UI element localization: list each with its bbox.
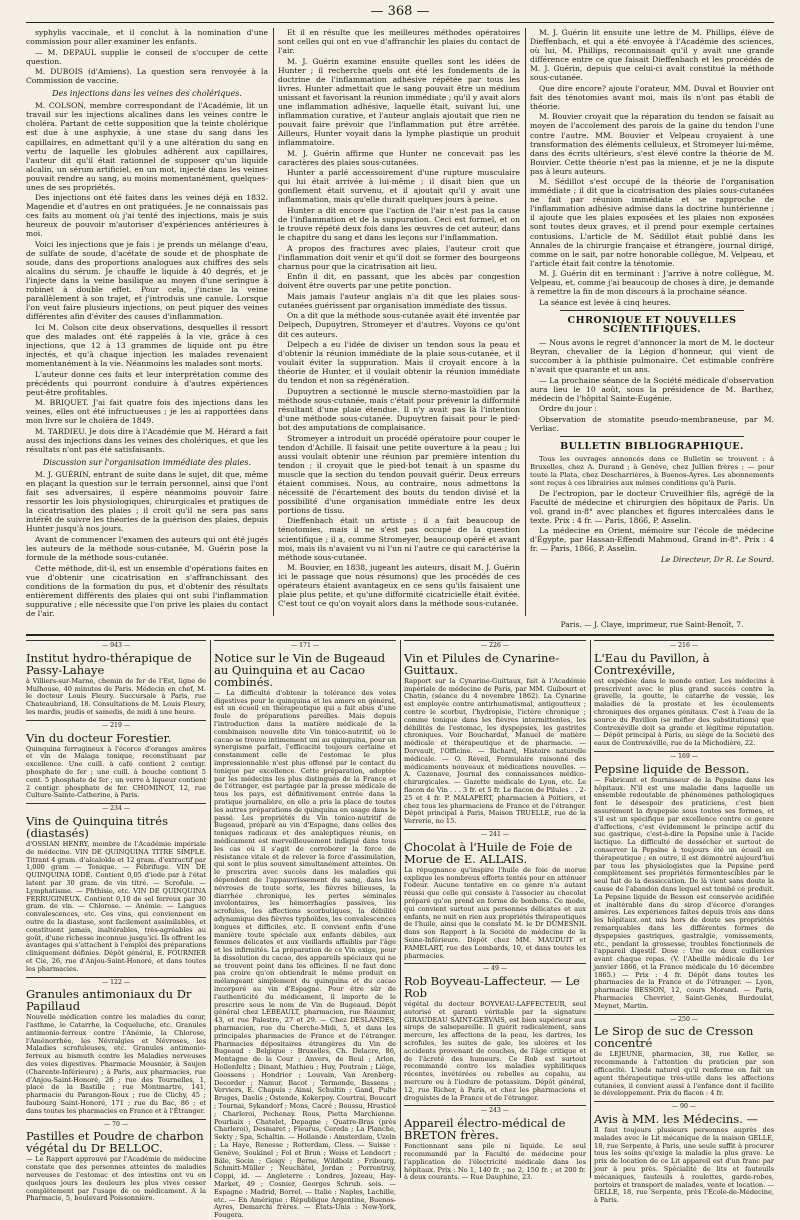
advert-column-4 bbox=[594, 640, 774, 1205]
article-paragraph: M. J. Guérin affirme que Hunter ne concevait pas les caractères des plaies sous-cutanées. bbox=[278, 148, 520, 167]
column-divider bbox=[525, 28, 526, 616]
article-paragraph: M. BRIQUET. J'ai fait quatre fois des injections dans les veines, elles ont été infructueuses ; je les ai rapportées dans mon livre sur le choléra de 1849. bbox=[26, 398, 268, 426]
advert-number: — 122 — bbox=[26, 977, 206, 987]
article-paragraph: M. COLSON, membre correspondant de l'Académie, lit un travail sur les injections alcalines dans les veines contre le choléra. Partant de cette supposition que la teinte cholérique est due à une asphyxie, à une stase du sang dans les capillaires, en admettant qu'il y a une altération du sang en vertu de laquelle les globules adhèrent aux capillaires, l'auteur dit qu'il était rationnel de supposer qu'un liquide alcalin, un sérum artificiel, en un mot, injecté dans les veines pouvait rendre au sang, au moins momentanément, quelques-unes de ses propriétés. bbox=[26, 101, 268, 192]
advert-title: Avis à MM. les Médecins. — bbox=[594, 1112, 758, 1127]
article-paragraph: Stromeyer a introduit un procédé opératoire pour couper le tendon d'Achille. Il faisait une petite ouverture à la peau ; lui aussi voulait obtenir une réunion par première intention du tendon ; il croyait que le pied-bot tenait à un spasme du muscle que la section du tendon pouvait guérir. Deux erreurs étaient commises. Nous, au contraire, nous admettons la nécessité de l'écartement des bouts du tendon divisé et la possibilité d'une organisation immédiate entre les deux portions de tissu. bbox=[278, 433, 520, 515]
advert-body: de LEJEUNE, pharmacien, 38, rue Keller, se recommande à l'attention du praticien par son efficacité. L'iode naturel qu'il renferme en fait un agent thérapeutique très-utile dans les affections cutanées, il convient aussi à l'enfance dont il facilite le développement. Prix du flacon : 4 fr. bbox=[594, 1050, 774, 1098]
column-divider bbox=[273, 28, 274, 616]
editor-signature: Le Directeur, Dr R. Le Sourd. bbox=[660, 554, 774, 564]
ornament-rule bbox=[560, 310, 744, 311]
advert-number: — 241 — bbox=[404, 829, 586, 839]
advert-title: Pepsine liquide de Besson. bbox=[594, 761, 750, 776]
article-paragraph: Ordre du jour : bbox=[539, 404, 597, 414]
page-number: — 368 — bbox=[370, 4, 430, 19]
advert-section-rule bbox=[26, 634, 774, 636]
advert-body: — Fabricant et fournisseur de la Pepsine dans les hôpitaux. N'il est une maladie dans laquelle un ensemble redoutable de phénomènes pathologiques font le désespoir des praticiens, c'est bien assurément la dyspepsie sous toutes ses formes, et s'il est un spécifique par excellence contre ce genre d'affections, c'est évidemment le principe actif du suc gastrique, c'est-à-dire la Pepsine unie à l'acide lactique. La difficulté de dessécher et surtout de conserver la Pepsine à toujours été un écueil en thérapeutique ; en outre, il est démontré aujourd'hui par tous les physiologistes que la Pepsine perd complètement ses propriétés fermentescibles par le seul fait de la dessiccation. De là vient sans doute la cause de l'abandon dans lequel est tombé ce produit. La Pepsine liquide de Besson est conservée acidifiée et inaltérable dans du sirop d'écorce d'oranges amères. Les expériences faites depuis trois ans dans les hôpitaux ont mis hors de doute ses propriétés remarquables dans les différentes formes de dyspepsies gastriques, gastralgie, vomissements, etc., pendant la grossesse, troubles fonctionnels de l'appareil digestif. Dose : Une ou deux cuillerées avant chaque repas. (V. l'Abeille médicale du 1er janvier 1866, et la France médicale du 16 décembre 1865.) — Prix : 4 fr. Dépôt dans toutes les pharmacies de la France et de l'étranger. — Lyon, pharmacie BESSON, 12, cours Morand. — Paris, Pharmacies Chevrier, Saint-Genès, Burdoulat, Meynet, Martin. bbox=[594, 775, 774, 1010]
article-paragraph: Ici M. Colson cite deux observations, desquelles il ressort que des malades ont été rappelés à la vie, grâce à ces injections, que 12 à 13 grammes de liquide ont pu être injectés, et qu'à chaque injection les malades revenaient momentanément à la vie. Néanmoins les malades sont morts. bbox=[26, 322, 268, 369]
article-paragraph: La médecine en Orient, mémoire sur l'école de médecine d'Égypte, par Hassan-Effendi Mahmoud, Grand in-8°. Prix : 4 fr. — Paris, 1866, P. Asselin. bbox=[530, 526, 774, 554]
advert-number: — 226 — bbox=[404, 640, 586, 650]
advert-number: — 219 — bbox=[26, 720, 206, 730]
article-paragraph: M. J. GUÉRIN, entrant de suite dans le sujet, dit que, même en plaçant la question sur le terrain personnel, ainsi que l'ont fait ses adversaires, il espère néanmoins pouvoir faire ressortir les lois physiologiques, chirurgicales et pratiques de la cicatrisation des plaies ; il croit qu'il ne sera pas sans intérêt de suivre les théories de la guérison des plaies, depuis Hunter jusqu'à nos jours. bbox=[26, 470, 268, 534]
article-paragraph: — Nous avons le regret d'annoncer la mort de M. le docteur Beyran, chevalier de la Légion d'honneur, qui vient de succomber à la phthisie pulmonaire. Cet estimable confrère n'avait que quarante et un ans. bbox=[530, 338, 774, 375]
advert-column-3 bbox=[404, 640, 586, 1182]
article-paragraph: M. Bouvier, en 1838, jugeant les auteurs, disait M. J. Guérin ici le passage que nous résumons) que les procédés de ces opérateurs étaient avantageux en ce sens qu'ils faisaient une plaie plus petite, et qu'une difformité cicatricielle était évitée. C'est tout ce qu'on voyait alors dans la méthode sous-cutanée. bbox=[278, 563, 520, 609]
advert-body: La répugnance qu'inspire l'huile de foie de morue explique les nombreux efforts tentés pour en atténuer l'odeur. Aucune tentative en ce genre n'a autant réussi que celle qui consiste à l'associer au chocolat préparé qu'on prend en forme de bonbons. Ce mode, qui convient surtout aux personnes délicates et aux enfants, ne nuit en rien aux propriétés thérapeutiques de l'huile, ainsi que le constate M. le Dr DUMESNIL dans son Rapport à la Société de médecine de la Seine-Inférieure. Dépôt chez MM. MAUDUIT et FAMELART, rue des Lombards, 10, et dans toutes les pharmacies. bbox=[404, 865, 586, 960]
advert-divider bbox=[210, 640, 211, 1178]
article-paragraph: Delpech a eu l'idée de diviser un tendon sous la peau et d'obtenir la réunion immédiate de la plaie sous-cutanée, et il voulait éviter la suppuration. Mais il croyait encore à la théorie de Hunter, et il voulait obtenir la réunion immédiate du tendon et non sa régénération. bbox=[278, 340, 520, 386]
article-paragraph: — La prochaine séance de la Société médicale d'observation aura lieu le 10 août, sous la présidence de M. Barthez, médecin de l'hôpital Sainte-Eugénie. bbox=[530, 375, 774, 403]
article-paragraph: syphylis vaccinale, et il conclut à la nomination d'une commission pour aller examiner les enfants. bbox=[26, 28, 268, 47]
article-paragraph: L'auteur donne ces faits et leur interprétation comme des précédents qui pourront conduire à d'autres expériences peut-être profitables. bbox=[26, 369, 268, 397]
advert-body: d'OSSIAN HENRY, membre de l'Académie impériale de médecine. VIN DE QUINQUINA TITRE SIMPLE. Titrant 4 gram. d'alcaloïde et 12 gram. d'extractif par 1,000 gram — Tonique. — Fébrifuge. VIN DE QUINQUINA IODÉ. Contient 0,05 d'iode par à l'état latent par 30 gram. de vin titré. — Scrofule. — Lymphatisme. — Phthisie, etc. VIN DE QUINQUINA FERRUGINEUX. Contient 0,10 de sel ferreux par 30 gram. de vin. — Chlorose. — Anémie. — Langues convalescences, etc. Ces vins, qui conviennent en outre de la diastase, sont facilement assimilables, et constituent jamais, inaltérables, très-agréables au goût, d'une richesse inconnue jusqu'ici. Ils offrent les avantages qui s'attachent à l'emploi des préparations cliniquement définies. Dépôt général, E. FOURNIER et Cie, 26, rue d'Anjou-Saint-Honoré, et dans toutes les pharmacies. bbox=[26, 839, 206, 973]
article-paragraph: M. Bouvier croyait que la réparation du tendon se faisait au moyen de l'accolement des parois de la gaine du tendon l'une contre l'autre. MM. Bouvier et Velpeau croyaient à une transformation des éléments celluleux, et Stromeyer lui-même, dans des écrits ultérieurs, s'est élevé contre la théorie de M. Bouvier. Cette théorie n'est pas la mienne, et je ne la dispute pas à leurs auteurs. bbox=[530, 112, 774, 176]
advert-body: Quinquina ferrugineux à l'écorce d'oranges amères et vin de Malaga tonique, reconstituant par excellence. Une cuill. à café contient 2 centigr. phosphate de fer ; une cuill. à bouche contient 5 cent. 5 phosphate de fer ; un verre à liqueur contient 2 centigr. phosphate de fer. CHOMINOT, 12, rue Culture-Sainte-Catherine, à Paris. bbox=[26, 744, 206, 800]
advert-body: à Villiers-sur-Marne, chemin de fer de l'Est, ligne de Mulhouse, 40 minutes de Paris. Médecin en chef, M. le docteur Louis Fleury. Succursale à Paris, rue Chateaubriand, 18. Consultations de M. Louis Fleury, les mardis, jeudis et samedis, de midi à une heure. bbox=[26, 676, 206, 716]
advert-number: — 216 — bbox=[594, 640, 774, 650]
advert-number: — 90 — bbox=[594, 1101, 774, 1111]
article-paragraph: Dieffenbach était un artiste ; il a fait beaucoup de ténotomies, mais il ne s'est pas occupé de la question scientifique ; il a, comme Stromeyer, beaucoup opéré et avant moi, mais ils n'avaient vu ni l'un ni l'autre ce qui caractérise la méthode sous-cutanée. bbox=[278, 516, 520, 562]
article-paragraph: M. DUBOIS (d'Amiens). La question sera renvoyée à la Commission de vaccine. bbox=[26, 67, 268, 86]
advert-title: Vins de Quinquina titrés (diastasés) bbox=[26, 813, 168, 840]
advert-body: — Le Rapport approuvé par l'Académie de médecine constate que des personnes atteintes de maladies nerveuses de l'estomac et des intestins ont vu en quelques jours les douleurs les plus vives cesser complètement par l'usage de ce médicament. A la Pharmacie, 5, boulevard Poissonnière. bbox=[26, 1155, 206, 1203]
article-paragraph: — M. DEPAUL supplie le conseil de s'occuper de cette question. bbox=[26, 47, 268, 66]
chronicle-heading: CHRONIQUE ET NOUVELLES SCIENTIFIQUES. bbox=[567, 314, 737, 335]
top-rule bbox=[26, 22, 774, 23]
advert-title: Vin du docteur Forestier. bbox=[26, 730, 172, 745]
article-column-2 bbox=[278, 28, 520, 618]
advert-column-2 bbox=[214, 640, 396, 1220]
advert-title: Institut hydro-thérapique de Passy-Lahaye bbox=[26, 650, 192, 677]
article-paragraph: Cette méthode, dit-il, est un ensemble d'opérations faites en vue d'obtenir une cicatrisation en s'affranchissant des conditions de la formation du pus, et d'obtenir des résultats entièrement différents des plaies qui ont subi l'inflammation suppurative ; elle nécessite que l'on prive les plaies du contact de l'air. bbox=[26, 563, 268, 618]
advert-column-1 bbox=[26, 640, 206, 1203]
article-paragraph: Voici les injections que je fais : je prends un mélange d'eau, de sulfate de soude, d'acétate de soude et de phosphate de soude, dans des proportions analogues aux chiffres des sels alcalins du sérum. Je chauffe le liquide à 40 degrés, et je l'injecte dans la veine basilique au moyen d'une seringue à robinet à double effet. Pour cela, j'incise la veine parallèlement à son trajet, et j'introduis une canule. Lorsque l'on veut faire plusieurs injections, on peut piquer des veines différentes afin d'éviter des causes d'inflammation. bbox=[26, 240, 268, 322]
advert-title: Notice sur le Vin de Bugeaud au Quinquina et au Cacao combinés. bbox=[214, 650, 386, 689]
article-paragraph: M. J. Guérin dit en terminant : J'arrive à notre collègue, M. Velpeau, et, comme j'ai beaucoup de choses à dire, je demande à remettre la fin de mon discours à la prochaine séance. bbox=[530, 269, 774, 297]
article-paragraph: Hunter a parlé accessoirement d'une rupture musculaire qui lui était arrivée à lui-même ; il disait bien que un gonflement était survenu, et il ajoutait qu'il y avait une inflammation, mais qu'elle durait quelques jours à peine. bbox=[278, 168, 520, 205]
advert-number: — 243 — bbox=[404, 1105, 586, 1115]
advert-title: Rob Boyveau-Laffecteur. — Le Rob bbox=[404, 974, 580, 1001]
article-paragraph: De l'ectropion, par le docteur Cruveilhier fils, agrégé de la Faculté de médecine et chirurgien des hôpitaux de Paris. Un vol. grand in-8° avec planches et figures intercalées dans le texte. Prix : 4 fr. — Paris, 1866, P. Asselin. bbox=[530, 488, 774, 525]
article-paragraph: La séance est levée à cinq heures. bbox=[539, 297, 671, 307]
article-paragraph: A propos des fractures avec plaies, l'auteur croit que l'inflammation doit venir et qu'il doit se former des bourgeons charnus pour que la cicatrisation ait lieu. bbox=[278, 243, 520, 271]
article-paragraph: Des injections ont été faites dans les veines déjà en 1832. Magendie et d'autres en ont pratiquées. Je ne connaissais pas ces faits au moment où j'ai tenté des injections, mais je suis heureux de pouvoir m'autoriser d'expériences antérieures à moi. bbox=[26, 193, 268, 239]
advert-title: Appareil électro-médical de BRETON frères. bbox=[404, 1116, 566, 1143]
article-paragraph: Et il en résulte que les meilleures méthodes opératoires sont celles qui ont en vue d'affranchir les plaies du contact de l'air. bbox=[278, 28, 520, 56]
article-paragraph: M. TARDIEU. Je dois dire à l'Académie que M. Hérard a fait aussi des injections dans les veines des cholériques, et que les résultats n'ont pas été satisfaisants. bbox=[26, 426, 268, 455]
advert-title: L'Eau du Pavillon, à Contrexéville, bbox=[594, 650, 710, 677]
advert-body: Rapport sur la Cynarine-Guittaux, fait à l'Académie impériale de médecine de Paris, par MM. Guibourt et Chatin, (séance du 4 novembre 1862). La Cynarine est employée contre antirhumatismal, antigoutteux ; contre le scorbut, l'hydropisie, l'ictère chronique ; comme tonique dans les fièvres intermittentes, les débilités de l'estomac, les dyspepsies, les gastrites chroniques. Voir Bouchardat, Manuel de matière médicale et thérapeutique et de pharmacie. — Dorvault, l'Officine. — Richard, Histoire naturelle médicale. — O. Réveil, Formulaire raisonné des médicaments nouveaux et médications nouvelles. — A. Cazenave, Journal des connaissances médico-chirurgicales. — Gazette médicale de Lyon, etc. Le flacon de Vin . . . 3 fr. et 5 fr. Le flacon de Pilules . . 2-25 et 4 fr. P. MALAPERT, pharmacien à Poitiers, et chez tous les pharmaciens de France et de l'étranger. Dépôt principal à Paris, Maison TRUELLE, rue de la Verrerie, no 15. bbox=[404, 676, 586, 826]
bulletin-note: Tous les ouvrages annoncés dans ce Bulletin se trouvent : à Bruxelles, chez A. Durand ; à Genève, chez Jullien frères ; — pour toute la Plata, chez Descharrières, à Buenos-Ayres. Les abonnements sont reçus à ces librairies aux mêmes conditions qu'à Paris. bbox=[530, 455, 774, 488]
advert-number: — 49 — bbox=[404, 963, 586, 973]
article-paragraph: Hunter a dit encore que l'action de l'air n'est pas la cause de l'inflammation et de la suppuration. Ceci est formel, et on le trouve répété deux fois dans les œuvres de cet auteur, dans le chapitre du sang et dans les leçons sur l'inflammation. bbox=[278, 205, 520, 243]
printer-imprint: Paris. — J. Claye, imprimeur, rue Saint-Benoît, 7. bbox=[560, 620, 744, 629]
advert-divider bbox=[590, 640, 591, 1178]
advert-number: — 943 — bbox=[26, 640, 206, 650]
chronicle-heading: BULLETIN BIBLIOGRAPHIQUE. bbox=[560, 440, 744, 452]
article-column-1 bbox=[26, 28, 268, 618]
section-heading: Discussion sur l'organisation immédiate des plaies. bbox=[42, 458, 252, 468]
article-paragraph: Que dire encore? ajoute l'orateur, MM. Duval et Bouvier ont fait des ténotomies avant moi, mais ils n'ont pas établi de théorie. bbox=[530, 83, 774, 111]
advert-body: est expédiée dans le monde entier. Les médecins à prescrivent avec le plus grand succès contre la gravelle, la goutte, le catarrhe de vessie, les maladies de la prostate et les écoulements chroniques des organes génitaux. C'est à l'eau de la source du Pavillon (se méfier des substitutions) que Contrexéville doit sa grande et légitime réputation. — Dépôt principal à Paris, au siège de la Société des eaux de Contrexéville, rue de la Michodière, 22. bbox=[594, 676, 774, 748]
article-paragraph: On a dit que la méthode sous-cutanée avait été inventée par Delpech, Dupuytren, Stromeyer et d'autres. Voyons ce qu'ont dit ces auteurs. bbox=[278, 311, 520, 339]
advert-body: Il faut toujours plusieurs personnes auprès des malades avec le Lit mécanique de la maison GELLE, 18, rue Serpente, à Paris, une seule suffit à procurer tous les soins qu'exige la maladie la plus grave. Le prix de location de ce Lit appareil est d'un franc par jour à peu près. Spécialité de lits et fauteuils mécaniques, fauteuils à roulettes, garde-robes, portoirs et transport de malades, vente et location. — GELLE, 18, rue Serpente, près l'École-de-Médecine, à Paris. bbox=[594, 1126, 774, 1205]
advert-number: — 169 — bbox=[594, 751, 774, 761]
advert-body: végétal du docteur BOYVEAU-LAFFECTEUR, seul autorisé et garanti véritable par la signature GIRAUDEAU SAINT-GERVAIS, est bien supérieur aux sirops de salsepareille. Il guérit radicalement, sans mercure, les affections de la peau, les dartres, les scrofules, les suites de gale, les ulcères et les accidents provenant de couches, de l'âge critique et de l'âcreté des humeurs. Ce Rob est surtout recommandé contre les maladies syphilitiques récentes, invétérées ou rebelles au copahu, au mercure ou à l'iodure de potassium. Dépôt général, 12, rue Richer, à Paris, et chez les pharmaciens et droguistes de la France et de l'étranger. bbox=[404, 1000, 586, 1102]
article-paragraph: M. J. Guérin examine ensuite quelles sont les idées de Hunter ; il recherche quels ont été les fondements de la doctrine de l'inflammation adhésive répétée par tous les livres. Hunter admettait que le sang pouvait être un médium unissant et favorisant la réunion immédiate ; qu'il y avait alors une inflammation adhésive, laquelle était, suivant lui, une inflammation curative, et l'auteur anglais ajoutait que rien ne pouvait faire prévoir que l'inflammation put être arrêtée. Ailleurs, Hunter voyait dans la lymphe plastique un produit inflammatoire. bbox=[278, 56, 520, 148]
article-paragraph: M. Sédillot s'est occupé de la théorie de l'organisation immédiate ; il dit que la cicatrisation des plaies sous-cutanées ne fait par réunion immédiate et se rapproche de l'inflammation adhésive admise dans la doctrine huntérienne ; il ajoute que les plaies exposées et les plaies non exposées sont toutes deux graves, et il prend pour exemple certaines contusions. L'article de M. Sédillot était publié dans les Annales de la chirurgie française et étrangère, journal dirigé, comme on le sait, par notre honorable collègue, M. Velpeau, et l'article était fait contre la ténotomie. bbox=[530, 177, 774, 268]
article-paragraph: Mais jamais l'auteur anglais n'a dit que les plaies sous-cutanées guérissent par organisation immédiate des tissus. bbox=[278, 291, 520, 310]
advert-body: Fonctionnant sans pile ni liquide. Le seul recommandé par la Faculté de médecine pour l'application de l'électricité médicale dans les hôpitaux. Prix : No 1, 140 fr. ; no 2, 150 fr. ; et 200 fr. à deux courants. — Rue Dauphine, 23. bbox=[404, 1142, 586, 1182]
advert-body: Nouvelle médication contre les maladies du cœur, l'asthme, le Catarrhe, la Coqueluche, etc. Granules antimonio-ferreux contre l'Anémie, la Chlorose, l'Aménorrhée, les Névralgies et Névroses, les Maladies scrofuleuses, etc. Granules antimonio-ferreux au bismuth contre les Maladies nerveuses des voies digestives. Pharmacie Mousnier, à Saujon (Charente-Inférieure) ; à Paris, aux pharmacies, rue d'Anjou-Saint-Honoré, 26 ; rue des Tournelles, 1, place de la Bastille ; rue Montmartre, 141, pharmacie du Parangon-Roux ; rue de Clichy, 45 ; faubourg Saint-Honoré, 171 ; rue du Bac, 86 ; et dans toutes les pharmacies en France et à l'Étranger. bbox=[26, 1013, 206, 1115]
advert-number: — 171 — bbox=[214, 640, 396, 650]
advert-divider bbox=[400, 640, 401, 1178]
advert-title: Chocolat à l'Huile de Foie de Morue de E. ALLAIS. bbox=[404, 839, 573, 866]
advert-body: — La difficulté d'obtenir la tolérance des voies digestives pour le quinquina et les amers en général, est un écueil en thérapeutique qui a fait abus d'une foule de préparations pareilles. Mais depuis l'introduction dans la matière médicale de la combinaison nouvelle dite Vin tonico-nutritif, où le cacao se trouve intimement uni au quinquina, pour un synergisme parfait, l'efficacité toujours certaine et constamment celle de l'estomac le plus impressionnable n'est plus offensé par le contact du tonique par excellence. Cette préparation, adoptée par les médecins les plus distingués de la France et de l'étranger, est partagée par la presse médicale de tous les pays, est définitivement entrée dans la pratique journalière, en elle a pris la place de toutes les autres préparations de quinquina en usage dans le passé. Les propriétés du Vin tonico-nutritif de Bugeaud, préparé au vin d'Espagne, dans celles des toniques radicaux et des analeptiques réunis, en médicament est merveilleusement indiqué dans tous les cas où il s'agit de corroborer la force de résistance vitale et de relever la force d'assimilation, qui sont le plus souvent simultanément atteintes. On le prescrira avec succès dans les maladies qui dépendent de l'appauvrissement du sang, dans les névroses de toute sorte, les fièvres bilieuses, la diarrhée chronique, les pertes séminales involontaires, les hémorrhagies passives, les scrofules, les affections scorbutiques, la débilité adynamique des fièvres typhoïdes, les convalescences longues et difficiles, etc. Il convient enfin d'une manière toute spéciale aux enfants débiles, aux femmes délicates et aux vieillards affaiblis par l'âge et les infirmités. La préparation de ce Vin exige, pour la dissolution du cacao, des appareils spéciaux qui ne se trouvent point dans les officines. Il ne faut donc pas croire qu'on obtiendrait le même produit en mélangeant simplement du quinquina et du cacao incorporé au vin d'Espagne. Pour être sûr de l'authenticité du médicament, il importe de le prescrire sous le nom de Vin de Bugeaud. Dépôt général chez LEBEAULT, pharmacien, rue Réaumur, 43, et rue Palestro, 27 et 29. — Chez DESLANDES, pharmacien, rue du Cherche-Midi, 5, et dans les principales pharmacies de France et de l'étranger. Pharmacies dépositaires étrangères du Vin de Bugeaud : Belgique : Bruxelles, Ch. Delacre, 86, Montagne de la Cour ; Anvers, de Beul ; Arlon, Hollenfeltz ; Dinant, Mathieu ; Huy, Poutrain ; Liège, Goossens ; Hondrior ; Louvain, Van Arenberg-Decorder ; Namur, Bacot ; Termonde, Bassens ; Verviers, E. Chapuis ; Ainsi, Schultin ; Gand, Pulte Bruges, Daelis ; Ostende, Kokerpoy. Courtrai, Boucart ; Tournai, Sykandorf ; Mons, Cacré ; Boussu, Hrusticé ; Charleroi, Pechenay. Rous, Pietta Marchienne. Pourbaix ; Chatelet, Depagne ; Quatre-Bras (près Charleroi), Desmaret ; Fleurus, Cereda ; La Planche, Sekty ; Spa, Schaltin. — Hollande : Amsterdam, Uzeln ; La Haye, Renesse ; Rotterdam, Cless. — Suisse : Genève, Soukinel ; Fol et Brun ; Weiss et Lendecrt ; Bâle, Socin ; Geigy ; Berne, Wildbolz ; Fribourg, Schmitt-Müller ; Neuchâtel, Jordan ; Porrentruy, Coppi, id. — Angleterre : Londres, Jozeau, Hay-Market, 49 ; Cosnier, Georges Schrub. sois. — Espagne : Madrid, Borrel. — Italie : Naples, Lachille, etc. — En Amérique : République Argentine, Buenos-Ayres, Demarchi frères. — États-Unis : New-York, Fougera. bbox=[214, 688, 396, 1220]
advert-title: Granules antimoniaux du Dr Papillaud bbox=[26, 987, 192, 1014]
article-paragraph: Observation de stomatite pseudo-membraneuse, par M. Verliac. bbox=[530, 414, 774, 433]
article-paragraph: Dupuytren a sectionné le muscle sterno-mastoïdien par la méthode sous-cutanée, mais c'était pour prévenir la difformité résultant d'une plaie étendue. Il n'y avait pas là l'intention d'une méthode sous-cutanée. Dupuytren faisait pour le pied-bot des amputations de complaisance. bbox=[278, 386, 520, 432]
advert-number: — 70 — bbox=[26, 1119, 206, 1129]
section-heading: Des injections dans les veines des cholériques. bbox=[52, 89, 242, 99]
article-paragraph: Avant de commencer l'examen des auteurs qui ont été jugés les auteurs de la méthode sous-cutanée, M. Guérin pose la formule de la méthode sous-cutanée. bbox=[26, 534, 268, 563]
ornament-rule bbox=[560, 436, 744, 437]
advert-title: Pastilles et Poudre de charbon végétal du Dr BELLOC. bbox=[26, 1129, 204, 1156]
advert-title: Le Sirop de suc de Cresson concentré bbox=[594, 1024, 754, 1051]
article-paragraph: Enfin il dit, en passant, que les abcès par congestion doivent être ouverts par une petite ponction. bbox=[278, 272, 520, 291]
advert-number: — 234 — bbox=[26, 803, 206, 813]
article-paragraph: M. J. Guérin lit ensuite une lettre de M. Phillips, élève de Dieffenbach, et qui a été envoyée à l'Académie des sciences, où lui, M. Phillips, reconnaissait qu'il y avait une grande différence entre ce que faisait Dieffenbach et les procédés de M. J. Guérin, depuis que celui-ci avait constitué la méthode sous-cutanée. bbox=[530, 28, 774, 83]
advert-number: — 250 — bbox=[594, 1014, 774, 1024]
article-column-3 bbox=[530, 28, 774, 618]
advert-title: Vin et Pilules de Cynarine-Guittaux. bbox=[404, 650, 560, 677]
